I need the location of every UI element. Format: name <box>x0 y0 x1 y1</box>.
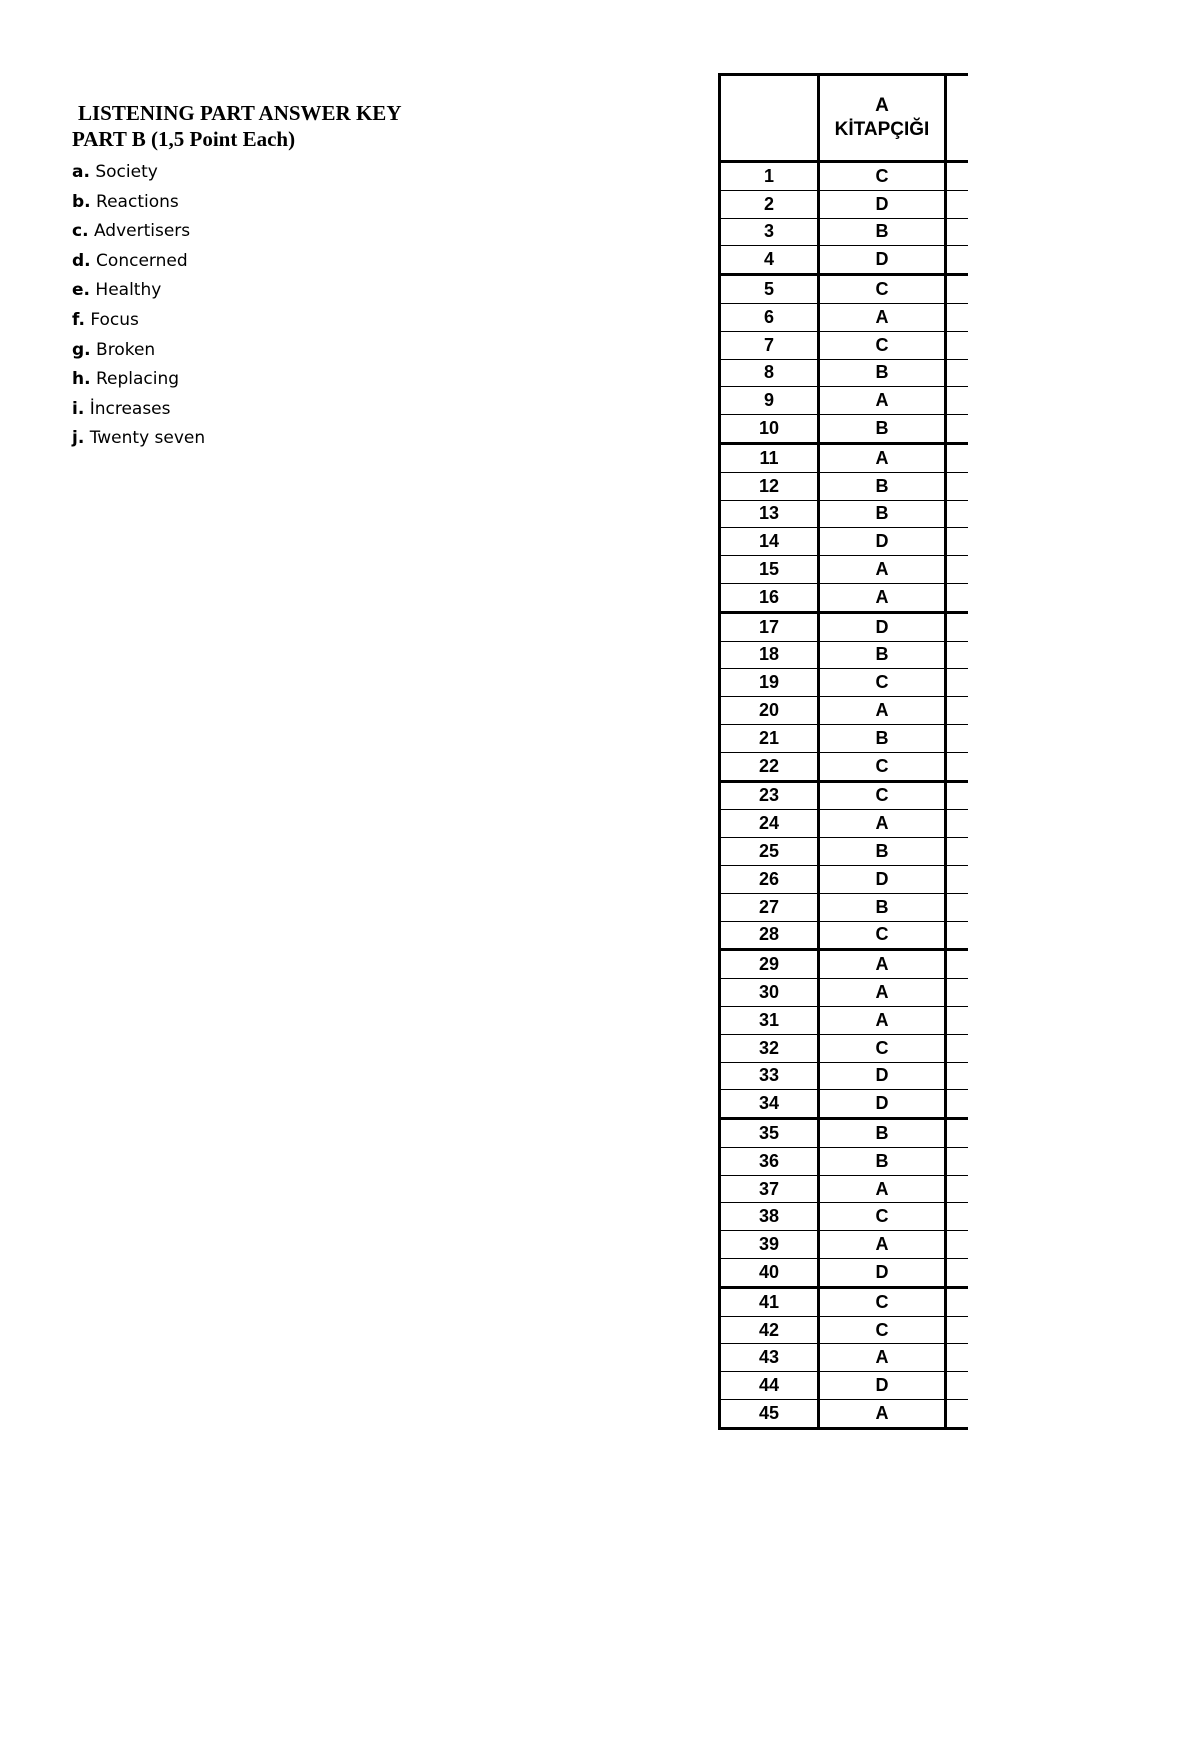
next-column-cut-cell <box>946 724 969 752</box>
booklet-a-answer-cell: D <box>819 1090 946 1119</box>
next-column-cut-cell <box>946 1372 969 1400</box>
table-row <box>720 500 969 528</box>
question-number-cell: 23 <box>720 781 819 810</box>
booklet-a-answer-cell: B <box>819 218 946 246</box>
question-number-cell: 15 <box>720 556 819 584</box>
answer-word: Advertisers <box>93 221 191 242</box>
question-number-cell: 29 <box>720 950 819 979</box>
question-number-cell: 26 <box>720 865 819 893</box>
next-column-cut-cell <box>946 1034 969 1062</box>
answer-letter: h. <box>72 369 91 390</box>
question-number-cell: 8 <box>720 359 819 387</box>
booklet-a-answer-cell: A <box>819 1231 946 1259</box>
table-row <box>720 1175 969 1203</box>
question-number-cell: 33 <box>720 1062 819 1090</box>
next-column-cut-cell <box>946 752 969 781</box>
next-column-cut-cell <box>946 556 969 584</box>
table-row <box>720 641 969 669</box>
booklet-a-answer-cell: D <box>819 865 946 893</box>
table-row <box>720 275 969 304</box>
question-number-cell: 39 <box>720 1231 819 1259</box>
booklet-a-answer-cell: B <box>819 415 946 444</box>
booklet-a-answer-cell: B <box>819 641 946 669</box>
next-column-cut-cell <box>946 1006 969 1034</box>
question-number-cell: 43 <box>720 1344 819 1372</box>
table-row <box>720 1231 969 1259</box>
answer-letter: f. <box>72 309 85 330</box>
table-row <box>720 612 969 641</box>
question-number-cell: 12 <box>720 472 819 500</box>
booklet-a-answer-cell: D <box>819 1259 946 1288</box>
booklet-a-answer-cell: A <box>819 1400 946 1429</box>
table-row <box>720 1147 969 1175</box>
question-number-cell: 37 <box>720 1175 819 1203</box>
next-column-cut-cell <box>946 1119 969 1148</box>
question-number-cell: 32 <box>720 1034 819 1062</box>
table-row <box>720 246 969 275</box>
table-row <box>720 162 969 191</box>
booklet-a-answer-cell: C <box>819 669 946 697</box>
list-item <box>72 395 632 425</box>
next-column-cut-cell <box>946 669 969 697</box>
list-item <box>72 424 632 454</box>
next-column-cut-cell <box>946 1344 969 1372</box>
table-row <box>720 556 969 584</box>
next-column-cut-cell <box>946 472 969 500</box>
question-number-cell: 25 <box>720 838 819 866</box>
answer-letter: i. <box>72 398 85 419</box>
next-column-cut-cell <box>946 583 969 612</box>
question-number-cell: 28 <box>720 921 819 950</box>
table-row <box>720 669 969 697</box>
table-row <box>720 359 969 387</box>
question-number-cell: 42 <box>720 1316 819 1344</box>
booklet-a-answer-cell: C <box>819 331 946 359</box>
next-column-cut-cell <box>946 641 969 669</box>
part-b-answer-list <box>72 158 632 454</box>
table-row <box>720 950 969 979</box>
table-row <box>720 218 969 246</box>
question-number-cell: 13 <box>720 500 819 528</box>
booklet-a-answer-cell: B <box>819 1119 946 1148</box>
question-number-cell: 7 <box>720 331 819 359</box>
answer-letter: e. <box>72 280 90 301</box>
table-header-row <box>720 75 969 162</box>
next-column-cut-cell <box>946 190 969 218</box>
next-column-cut-cell <box>946 612 969 641</box>
question-number-cell: 44 <box>720 1372 819 1400</box>
table-row <box>720 472 969 500</box>
next-column-cut-cell <box>946 331 969 359</box>
table-row <box>720 331 969 359</box>
question-number-cell: 35 <box>720 1119 819 1148</box>
next-column-cut-cell <box>946 359 969 387</box>
list-item <box>72 217 632 247</box>
question-number-cell: 31 <box>720 1006 819 1034</box>
table-row <box>720 810 969 838</box>
table-row <box>720 1400 969 1429</box>
table-row <box>720 387 969 415</box>
table-row <box>720 1372 969 1400</box>
next-column-cut-cell <box>946 1231 969 1259</box>
question-number-cell: 18 <box>720 641 819 669</box>
table-row <box>720 1316 969 1344</box>
table-row <box>720 528 969 556</box>
booklet-a-answer-cell: B <box>819 1147 946 1175</box>
table-row <box>720 443 969 472</box>
booklet-a-answer-cell: A <box>819 1006 946 1034</box>
list-item <box>72 336 632 366</box>
answer-key-section <box>72 100 632 454</box>
next-column-cut-cell <box>946 246 969 275</box>
booklet-a-answer-cell: D <box>819 1062 946 1090</box>
table-row <box>720 752 969 781</box>
booklet-a-answer-cell: A <box>819 1344 946 1372</box>
table-row <box>720 838 969 866</box>
list-item <box>72 276 632 306</box>
booklet-a-answer-cell: D <box>819 190 946 218</box>
table-row <box>720 781 969 810</box>
question-number-cell: 34 <box>720 1090 819 1119</box>
table-row <box>720 1090 969 1119</box>
next-column-cut-cell <box>946 415 969 444</box>
question-number-cell: 22 <box>720 752 819 781</box>
list-item <box>72 247 632 277</box>
question-number-cell: 19 <box>720 669 819 697</box>
booklet-a-answer-cell: C <box>819 781 946 810</box>
question-number-cell: 38 <box>720 1203 819 1231</box>
table-row <box>720 1034 969 1062</box>
booklet-a-answer-cell: A <box>819 950 946 979</box>
question-number-cell: 45 <box>720 1400 819 1429</box>
next-column-cut-cell <box>946 1175 969 1203</box>
header-next-column-cut <box>946 75 969 162</box>
answer-word: Replacing <box>95 369 180 390</box>
booklet-a-answer-cell: B <box>819 724 946 752</box>
question-number-cell: 24 <box>720 810 819 838</box>
booklet-a-answer-cell: C <box>819 1287 946 1316</box>
table-row <box>720 1062 969 1090</box>
booklet-a-answer-cell: B <box>819 472 946 500</box>
question-number-cell: 4 <box>720 246 819 275</box>
header-question-number <box>720 75 819 162</box>
answer-letter: j. <box>72 428 85 449</box>
next-column-cut-cell <box>946 528 969 556</box>
next-column-cut-cell <box>946 697 969 725</box>
booklet-a-answer-cell: A <box>819 387 946 415</box>
list-item <box>72 365 632 395</box>
question-number-cell: 17 <box>720 612 819 641</box>
next-column-cut-cell <box>946 1062 969 1090</box>
table-row <box>720 697 969 725</box>
answer-letter: a. <box>72 162 90 182</box>
booklet-a-answer-cell: C <box>819 275 946 304</box>
table-row <box>720 724 969 752</box>
answer-word: Concerned <box>96 250 188 271</box>
table-row <box>720 583 969 612</box>
booklet-a-answer-cell: C <box>819 921 946 950</box>
part-b-heading: PART B (1,5 Point Each) <box>72 127 296 151</box>
next-column-cut-cell <box>946 1090 969 1119</box>
question-number-cell: 5 <box>720 275 819 304</box>
answer-letter: d. <box>72 250 91 271</box>
answer-word: Twenty seven <box>89 428 206 449</box>
next-column-cut-cell <box>946 443 969 472</box>
question-number-cell: 11 <box>720 443 819 472</box>
question-number-cell: 40 <box>720 1259 819 1288</box>
next-column-cut-cell <box>946 1316 969 1344</box>
table-row <box>720 893 969 921</box>
booklet-a-answer-cell: A <box>819 556 946 584</box>
booklet-a-answer-cell: D <box>819 246 946 275</box>
answer-word: Focus <box>90 309 139 330</box>
question-number-cell: 30 <box>720 979 819 1007</box>
answer-word: Society <box>95 162 158 182</box>
next-column-cut-cell <box>946 218 969 246</box>
booklet-a-answer-cell: C <box>819 162 946 191</box>
booklet-a-answer-cell: A <box>819 443 946 472</box>
answer-word: Healthy <box>95 280 162 301</box>
next-column-cut-cell <box>946 1147 969 1175</box>
booklet-a-answer-cell: A <box>819 303 946 331</box>
next-column-cut-cell <box>946 921 969 950</box>
booklet-a-answer-cell: B <box>819 838 946 866</box>
list-item <box>72 188 632 218</box>
booklet-a-answer-cell: A <box>819 697 946 725</box>
answer-letter: g. <box>72 339 91 360</box>
next-column-cut-cell <box>946 1287 969 1316</box>
next-column-cut-cell <box>946 979 969 1007</box>
question-number-cell: 16 <box>720 583 819 612</box>
next-column-cut-cell <box>946 781 969 810</box>
table-row <box>720 921 969 950</box>
table-row <box>720 1287 969 1316</box>
next-column-cut-cell <box>946 500 969 528</box>
booklet-a-answer-cell: C <box>819 1316 946 1344</box>
booklet-a-answer-cell: C <box>819 752 946 781</box>
next-column-cut-cell <box>946 1203 969 1231</box>
question-number-cell: 20 <box>720 697 819 725</box>
booklet-a-answer-cell: C <box>819 1034 946 1062</box>
question-number-cell: 36 <box>720 1147 819 1175</box>
next-column-cut-cell <box>946 1259 969 1288</box>
table-row <box>720 1006 969 1034</box>
answer-letter: b. <box>72 191 91 212</box>
booklet-a-answer-cell: B <box>819 359 946 387</box>
table-row <box>720 1203 969 1231</box>
table-row <box>720 979 969 1007</box>
next-column-cut-cell <box>946 162 969 191</box>
question-number-cell: 9 <box>720 387 819 415</box>
table-row <box>720 1119 969 1148</box>
question-number-cell: 1 <box>720 162 819 191</box>
table-row <box>720 303 969 331</box>
next-column-cut-cell <box>946 865 969 893</box>
table-row <box>720 865 969 893</box>
list-item <box>72 306 632 336</box>
booklet-a-answer-cell: A <box>819 583 946 612</box>
next-column-cut-cell <box>946 303 969 331</box>
answer-key-table <box>718 73 968 1430</box>
booklet-a-answer-cell: A <box>819 1175 946 1203</box>
next-column-cut-cell <box>946 950 969 979</box>
question-number-cell: 2 <box>720 190 819 218</box>
page-title: LISTENING PART ANSWER KEY <box>78 101 402 125</box>
table-row <box>720 1259 969 1288</box>
question-number-cell: 21 <box>720 724 819 752</box>
answer-word: İncreases <box>89 398 171 419</box>
next-column-cut-cell <box>946 810 969 838</box>
booklet-a-answer-cell: D <box>819 612 946 641</box>
question-number-cell: 14 <box>720 528 819 556</box>
header-booklet-a <box>819 75 946 162</box>
list-item <box>72 158 632 188</box>
question-number-cell: 3 <box>720 218 819 246</box>
next-column-cut-cell <box>946 387 969 415</box>
question-number-cell: 27 <box>720 893 819 921</box>
header-booklet-a-label: KİTAPÇIĞI <box>834 119 930 140</box>
question-number-cell: 41 <box>720 1287 819 1316</box>
booklet-a-answer-cell: B <box>819 500 946 528</box>
answer-key-body <box>720 162 969 1429</box>
answer-letter: c. <box>72 221 89 242</box>
next-column-cut-cell <box>946 893 969 921</box>
table-row <box>720 415 969 444</box>
table-row <box>720 190 969 218</box>
answer-word: Broken <box>96 339 156 360</box>
booklet-a-answer-cell: D <box>819 1372 946 1400</box>
next-column-cut-cell <box>946 275 969 304</box>
booklet-a-answer-cell: A <box>819 810 946 838</box>
next-column-cut-cell <box>946 1400 969 1429</box>
booklet-a-answer-cell: A <box>819 979 946 1007</box>
header-booklet-a-letter: A <box>875 95 889 116</box>
question-number-cell: 6 <box>720 303 819 331</box>
next-column-cut-cell <box>946 838 969 866</box>
booklet-a-answer-cell: C <box>819 1203 946 1231</box>
booklet-a-answer-cell: D <box>819 528 946 556</box>
table-row <box>720 1344 969 1372</box>
booklet-a-answer-cell: B <box>819 893 946 921</box>
question-number-cell: 10 <box>720 415 819 444</box>
answer-word: Reactions <box>96 191 179 212</box>
